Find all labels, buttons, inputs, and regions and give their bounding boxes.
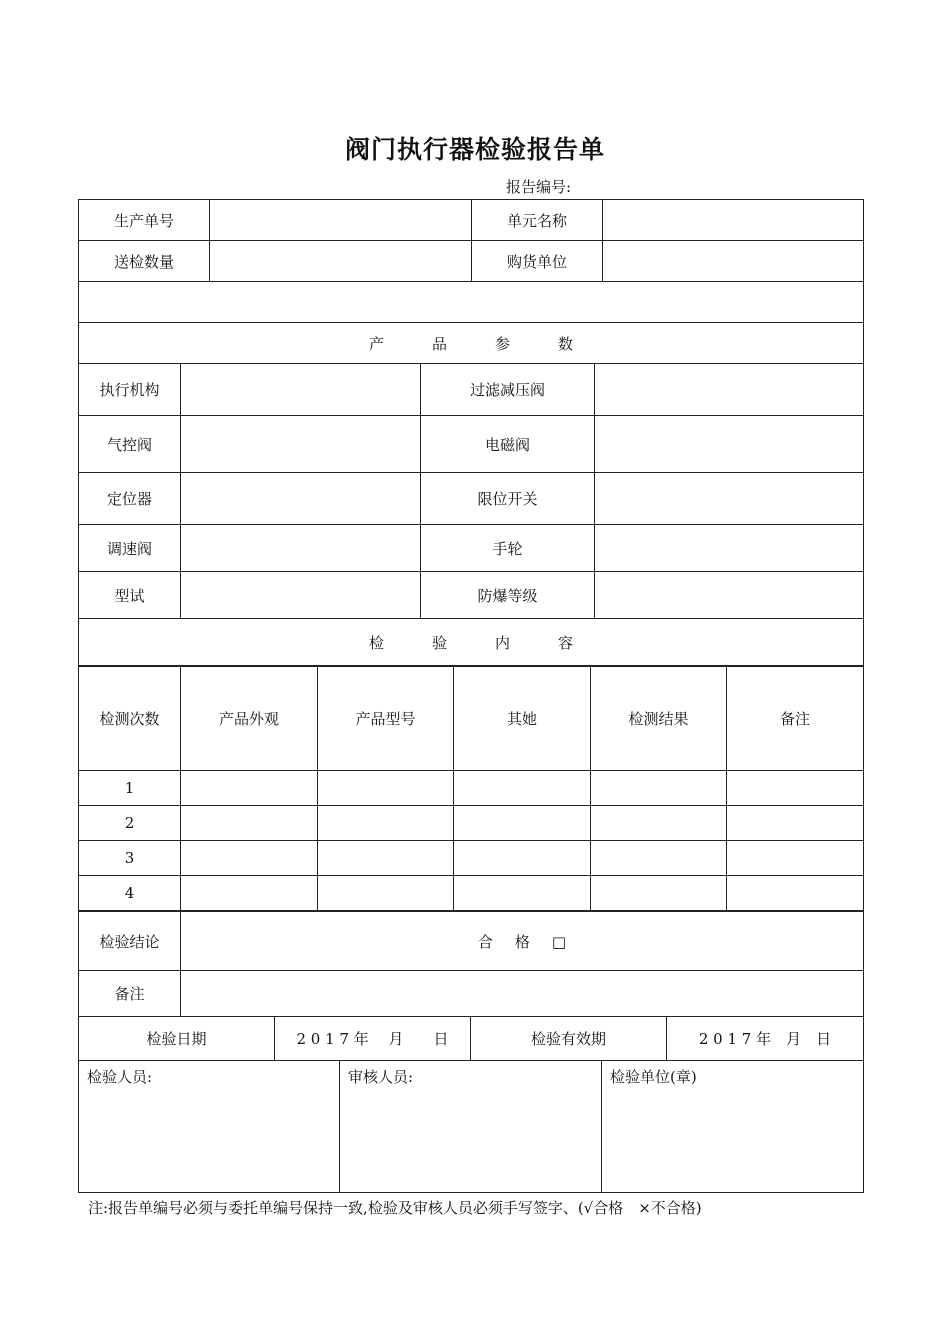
- inspection-heading: 检 验 内 容: [79, 619, 864, 666]
- column-header: 其她: [454, 667, 591, 771]
- speed-valve-field[interactable]: [181, 525, 421, 572]
- table-cell[interactable]: [181, 876, 318, 911]
- limit-switch-label: 限位开关: [421, 473, 595, 525]
- table-cell[interactable]: [454, 876, 591, 911]
- dates-table: [78, 1016, 864, 1061]
- inspect-date-value[interactable]: 2 0 1 7 年 月 日: [275, 1017, 471, 1061]
- column-header: 产品型号: [318, 667, 454, 771]
- table-cell[interactable]: [318, 806, 454, 841]
- table-cell[interactable]: [318, 771, 454, 806]
- row-number: 3: [79, 841, 181, 876]
- quantity-label: 送检数量: [79, 241, 210, 282]
- table-cell[interactable]: [727, 771, 864, 806]
- production-no-label: 生产单号: [79, 200, 210, 241]
- limit-switch-field[interactable]: [595, 473, 864, 525]
- positioner-label: 定位器: [79, 473, 181, 525]
- column-header: 检测结果: [591, 667, 727, 771]
- explosion-grade-label: 防爆等级: [421, 572, 595, 619]
- table-cell[interactable]: [181, 841, 318, 876]
- report-number-label: 报告编号:: [506, 178, 572, 196]
- inspect-date-label: 检验日期: [79, 1017, 275, 1061]
- table-row: [79, 771, 864, 806]
- type-test-field[interactable]: [181, 572, 421, 619]
- valid-date-value[interactable]: 2 0 1 7 年 月 日: [667, 1017, 864, 1061]
- conclusion-label: 检验结论: [79, 912, 181, 971]
- inspector-signature[interactable]: 检验人员:: [79, 1061, 340, 1193]
- table-cell[interactable]: [181, 806, 318, 841]
- unit-name-label: 单元名称: [472, 200, 603, 241]
- params-heading: 产 品 参 数: [79, 323, 864, 364]
- table-cell[interactable]: [454, 841, 591, 876]
- table-cell[interactable]: [727, 806, 864, 841]
- solenoid-valve-label: 电磁阀: [421, 416, 595, 473]
- quantity-field[interactable]: [210, 241, 472, 282]
- pneumatic-valve-field[interactable]: [181, 416, 421, 473]
- header-table: [78, 199, 864, 364]
- actuator-field[interactable]: [181, 364, 421, 416]
- inspection-table: [78, 666, 864, 911]
- pass-checkbox[interactable]: □: [551, 932, 567, 951]
- table-cell[interactable]: [591, 841, 727, 876]
- column-header: 检测次数: [79, 667, 181, 771]
- speed-valve-label: 调速阀: [79, 525, 181, 572]
- purchaser-label: 购货单位: [472, 241, 603, 282]
- table-cell[interactable]: [318, 841, 454, 876]
- unit-stamp[interactable]: 检验单位(章): [602, 1061, 864, 1193]
- column-header: 备注: [727, 667, 864, 771]
- table-cell[interactable]: [727, 841, 864, 876]
- column-header: 产品外观: [181, 667, 318, 771]
- table-row: [79, 806, 864, 841]
- production-no-field[interactable]: [210, 200, 472, 241]
- footnote: 注:报告单编号必须与委托单编号保持一致,检验及审核人员必须手写签字、(√合格 ×不合格): [88, 1199, 702, 1217]
- table-cell[interactable]: [318, 876, 454, 911]
- remarks-field[interactable]: [181, 971, 864, 1017]
- conclusion-table: [78, 911, 864, 1017]
- unit-name-field[interactable]: [603, 200, 864, 241]
- reviewer-signature[interactable]: 审核人员:: [340, 1061, 602, 1193]
- row-number: 2: [79, 806, 181, 841]
- table-cell[interactable]: [591, 876, 727, 911]
- page-title: 阀门执行器检验报告单: [344, 135, 605, 164]
- table-cell[interactable]: [591, 806, 727, 841]
- signature-table: [78, 1060, 864, 1193]
- type-test-label: 型试: [79, 572, 181, 619]
- blank-row: [79, 282, 864, 323]
- solenoid-valve-field[interactable]: [595, 416, 864, 473]
- filter-regulator-field[interactable]: [595, 364, 864, 416]
- params-table: [78, 363, 864, 666]
- row-number: 1: [79, 771, 181, 806]
- filter-regulator-label: 过滤减压阀: [421, 364, 595, 416]
- handwheel-label: 手轮: [421, 525, 595, 572]
- conclusion-value: 合 格 □: [181, 912, 864, 971]
- explosion-grade-field[interactable]: [595, 572, 864, 619]
- handwheel-field[interactable]: [595, 525, 864, 572]
- actuator-label: 执行机构: [79, 364, 181, 416]
- positioner-field[interactable]: [181, 473, 421, 525]
- remarks-label: 备注: [79, 971, 181, 1017]
- table-cell[interactable]: [454, 806, 591, 841]
- table-cell[interactable]: [591, 771, 727, 806]
- table-cell[interactable]: [727, 876, 864, 911]
- purchaser-field[interactable]: [603, 241, 864, 282]
- table-row: [79, 876, 864, 911]
- pneumatic-valve-label: 气控阀: [79, 416, 181, 473]
- valid-date-label: 检验有效期: [471, 1017, 667, 1061]
- table-row: [79, 841, 864, 876]
- table-cell[interactable]: [454, 771, 591, 806]
- table-cell[interactable]: [181, 771, 318, 806]
- row-number: 4: [79, 876, 181, 911]
